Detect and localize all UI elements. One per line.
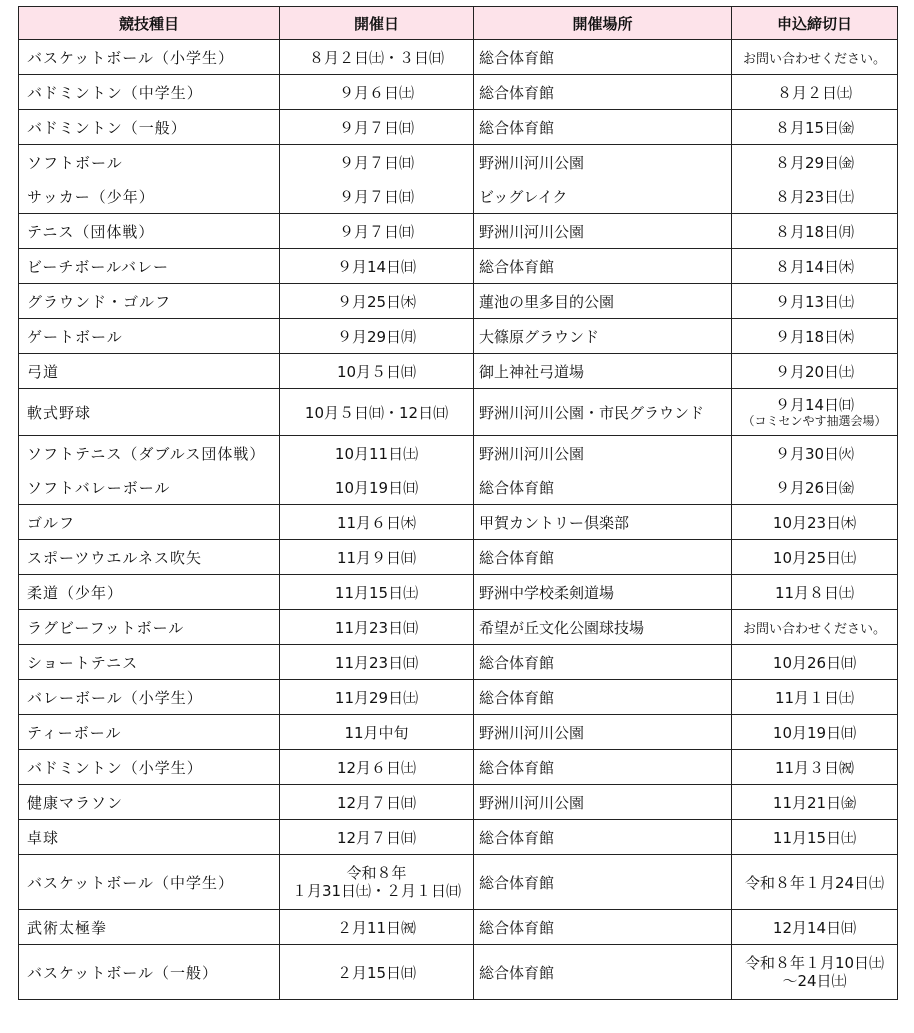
- table-row: [19, 179, 898, 214]
- venue-cell: 野洲中学校柔剣道場: [474, 575, 732, 610]
- venue-cell: 総合体育館: [474, 75, 732, 110]
- table-row: [19, 785, 898, 820]
- table-row: [19, 540, 898, 575]
- event-cell: スポーツウエルネス吹矢: [19, 540, 280, 575]
- deadline-cell: ８月２日㈯: [732, 75, 898, 110]
- table-row: [19, 436, 898, 471]
- event-cell: グラウンド・ゴルフ: [19, 284, 280, 319]
- event-cell: バレーボール（小学生）: [19, 680, 280, 715]
- table-row: [19, 75, 898, 110]
- venue-cell: 総合体育館: [474, 680, 732, 715]
- event-cell: バドミントン（中学生）: [19, 75, 280, 110]
- table-row: [19, 249, 898, 284]
- deadline-cell: ９月30日㈫: [732, 436, 898, 471]
- date-cell: ９月６日㈯: [280, 75, 474, 110]
- table-row: [19, 855, 898, 910]
- deadline-cell: 11月21日㈮: [732, 785, 898, 820]
- table-row: [19, 214, 898, 249]
- date-cell: 10月19日㈰: [280, 470, 474, 505]
- venue-cell: 総合体育館: [474, 40, 732, 75]
- table-row: [19, 470, 898, 505]
- event-cell: ソフトバレーボール: [19, 470, 280, 505]
- event-cell: ソフトテニス（ダブルス団体戦）: [19, 436, 280, 471]
- venue-cell: 蓮池の里多目的公園: [474, 284, 732, 319]
- venue-cell: 野洲川河川公園・市民グラウンド: [474, 389, 732, 436]
- venue-cell: 野洲川河川公園: [474, 785, 732, 820]
- deadline-cell: 10月23日㈭: [732, 505, 898, 540]
- date-line: 令和８年: [346, 864, 407, 882]
- date-cell: 12月７日㈰: [280, 820, 474, 855]
- venue-cell: 総合体育館: [474, 820, 732, 855]
- date-cell: ８月２日㈯・３日㈰: [280, 40, 474, 75]
- deadline-cell: 10月26日㈰: [732, 645, 898, 680]
- deadline-cell: [732, 389, 898, 436]
- table-row: [19, 284, 898, 319]
- deadline-cell: ９月18日㈭: [732, 319, 898, 354]
- deadline-cell: ８月18日㈪: [732, 214, 898, 249]
- event-cell: 健康マラソン: [19, 785, 280, 820]
- date-cell: ２月11日㈷: [280, 910, 474, 945]
- date-cell: 11月中旬: [280, 715, 474, 750]
- event-cell: 軟式野球: [19, 389, 280, 436]
- deadline-cell: 令和８年１月24日㈯: [732, 855, 898, 910]
- date-cell: ９月７日㈰: [280, 214, 474, 249]
- deadline-cell: 11月１日㈯: [732, 680, 898, 715]
- date-cell: ９月14日㈰: [280, 249, 474, 284]
- deadline-cell: ８月15日㈮: [732, 110, 898, 145]
- date-cell: [280, 855, 474, 910]
- table-row: [19, 575, 898, 610]
- date-cell: 12月６日㈯: [280, 750, 474, 785]
- table-row: [19, 645, 898, 680]
- table-row: [19, 145, 898, 180]
- venue-cell: 総合体育館: [474, 750, 732, 785]
- venue-cell: 御上神社弓道場: [474, 354, 732, 389]
- date-cell: 12月７日㈰: [280, 785, 474, 820]
- date-cell: ９月７日㈰: [280, 145, 474, 180]
- deadline-cell: お問い合わせください。: [732, 40, 898, 75]
- date-cell: 11月23日㈰: [280, 645, 474, 680]
- venue-cell: ビッグレイク: [474, 179, 732, 214]
- table-row: [19, 750, 898, 785]
- venue-cell: 野洲川河川公園: [474, 715, 732, 750]
- event-cell: ラグビーフットボール: [19, 610, 280, 645]
- deadline-cell: 11月８日㈯: [732, 575, 898, 610]
- event-cell: 卓球: [19, 820, 280, 855]
- date-cell: 10月５日㈰・12日㈰: [280, 389, 474, 436]
- event-cell: 弓道: [19, 354, 280, 389]
- date-cell: 11月23日㈰: [280, 610, 474, 645]
- event-cell: サッカー（少年）: [19, 179, 280, 214]
- venue-cell: 総合体育館: [474, 249, 732, 284]
- date-line: １月31日㈯・２月１日㈰: [291, 882, 462, 900]
- date-cell: 10月５日㈰: [280, 354, 474, 389]
- venue-cell: 大篠原グラウンド: [474, 319, 732, 354]
- deadline-cell: ８月14日㈭: [732, 249, 898, 284]
- date-cell: ９月29日㈪: [280, 319, 474, 354]
- header-venue: 開催場所: [474, 7, 732, 40]
- table-row: [19, 389, 898, 436]
- event-cell: ゲートボール: [19, 319, 280, 354]
- deadline-cell: 10月19日㈰: [732, 715, 898, 750]
- deadline-line: 令和８年１月10日㈯: [744, 954, 885, 972]
- deadline-cell: ９月13日㈯: [732, 284, 898, 319]
- deadline-line: ～24日㈯: [782, 972, 847, 990]
- table-row: [19, 715, 898, 750]
- table-row: [19, 610, 898, 645]
- venue-cell: 総合体育館: [474, 110, 732, 145]
- deadline-cell: ８月23日㈯: [732, 179, 898, 214]
- deadline-cell: 10月25日㈯: [732, 540, 898, 575]
- event-cell: バドミントン（一般）: [19, 110, 280, 145]
- header-event: 競技種目: [19, 7, 280, 40]
- header-row: [19, 7, 898, 40]
- deadline-line: ９月14日㈰: [774, 395, 855, 414]
- date-cell: ９月７日㈰: [280, 110, 474, 145]
- event-cell: テニス（団体戦）: [19, 214, 280, 249]
- table-row: [19, 820, 898, 855]
- event-cell: ソフトボール: [19, 145, 280, 180]
- table-row: [19, 354, 898, 389]
- deadline-cell: 11月15日㈯: [732, 820, 898, 855]
- table-row: [19, 40, 898, 75]
- date-cell: 11月９日㈰: [280, 540, 474, 575]
- sports-schedule-table: [18, 6, 898, 1000]
- deadline-cell: ８月29日㈮: [732, 145, 898, 180]
- venue-cell: 希望が丘文化公園球技場: [474, 610, 732, 645]
- deadline-note: （コミセンやす抽選会場）: [742, 413, 887, 428]
- venue-cell: 総合体育館: [474, 470, 732, 505]
- date-cell: ２月15日㈰: [280, 945, 474, 1000]
- event-cell: バスケットボール（小学生）: [19, 40, 280, 75]
- table-row: [19, 505, 898, 540]
- event-cell: 柔道（少年）: [19, 575, 280, 610]
- table-row: [19, 680, 898, 715]
- event-cell: バドミントン（小学生）: [19, 750, 280, 785]
- deadline-cell: [732, 945, 898, 1000]
- deadline-cell: ９月20日㈯: [732, 354, 898, 389]
- event-cell: ゴルフ: [19, 505, 280, 540]
- event-cell: ティーボール: [19, 715, 280, 750]
- date-cell: 10月11日㈯: [280, 436, 474, 471]
- event-cell: バスケットボール（中学生）: [19, 855, 280, 910]
- venue-cell: 総合体育館: [474, 855, 732, 910]
- deadline-cell: 11月３日㈷: [732, 750, 898, 785]
- venue-cell: 野洲川河川公園: [474, 436, 732, 471]
- venue-cell: 野洲川河川公園: [474, 214, 732, 249]
- table-row: [19, 910, 898, 945]
- venue-cell: 総合体育館: [474, 945, 732, 1000]
- date-cell: ９月25日㈭: [280, 284, 474, 319]
- date-cell: 11月６日㈭: [280, 505, 474, 540]
- date-cell: 11月29日㈯: [280, 680, 474, 715]
- deadline-cell: お問い合わせください。: [732, 610, 898, 645]
- venue-cell: 野洲川河川公園: [474, 145, 732, 180]
- venue-cell: 総合体育館: [474, 540, 732, 575]
- header-deadline: 申込締切日: [732, 7, 898, 40]
- event-cell: ショートテニス: [19, 645, 280, 680]
- header-date: 開催日: [280, 7, 474, 40]
- event-cell: ビーチボールバレー: [19, 249, 280, 284]
- deadline-cell: 12月14日㈰: [732, 910, 898, 945]
- table-row: [19, 319, 898, 354]
- date-cell: ９月７日㈰: [280, 179, 474, 214]
- event-cell: バスケットボール（一般）: [19, 945, 280, 1000]
- deadline-cell: ９月26日㈮: [732, 470, 898, 505]
- date-cell: 11月15日㈯: [280, 575, 474, 610]
- venue-cell: 総合体育館: [474, 645, 732, 680]
- venue-cell: 甲賀カントリー倶楽部: [474, 505, 732, 540]
- table-row: [19, 945, 898, 1000]
- venue-cell: 総合体育館: [474, 910, 732, 945]
- event-cell: 武術太極拳: [19, 910, 280, 945]
- table-row: [19, 110, 898, 145]
